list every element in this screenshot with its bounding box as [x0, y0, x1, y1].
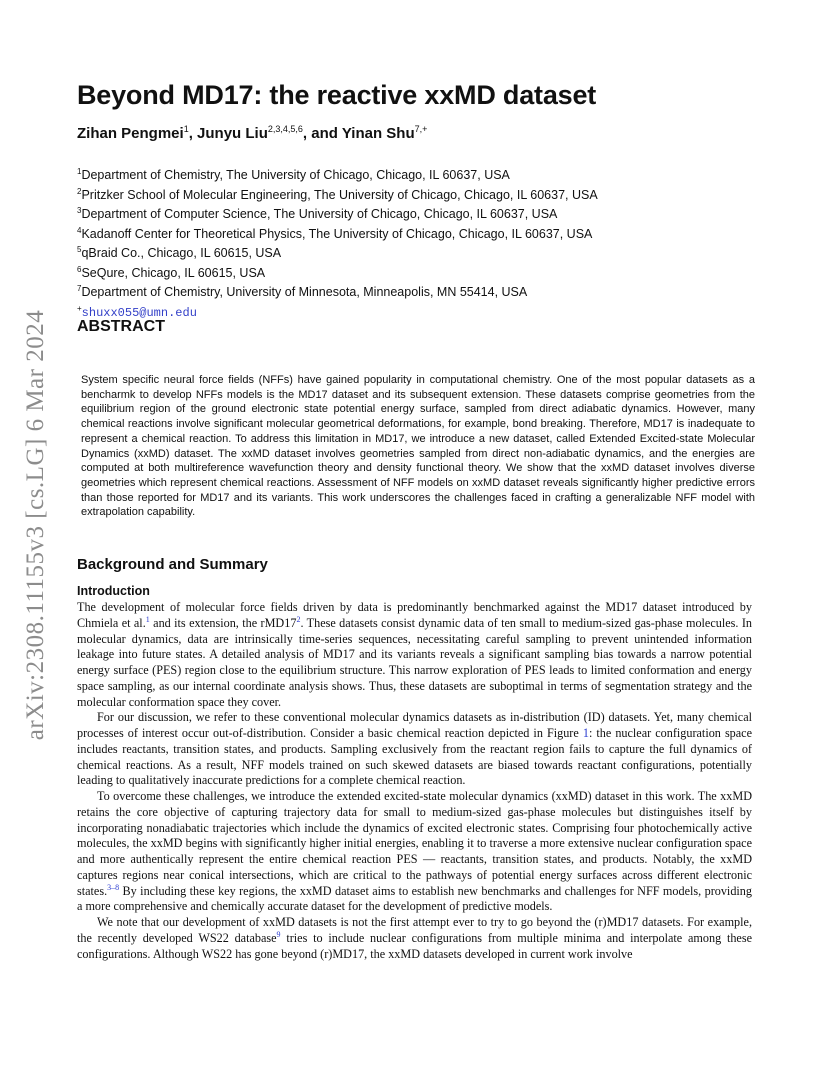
affiliation-marker: 4 — [77, 225, 82, 235]
paragraph-text: . These datasets consist dynamic data of ten small to medium-sized gas-phase molecules. In molecular dynamics, data are intrinsically time-series sequences, necessitating careful sampling to prevent unintended information leakage into future states. A detailed analysis of MD17 and its variants reveals a significant sampling bias towards a narrow potential energy surface (PES) region close to the equilibrium structure. This narrow exploration of PES leads to limited conformation and energy space sampling, as our internal coordinate analysis shows. Thus, these datasets are suboptimal in terms of segmentation strategy and the molecular conformation space they cover. — [77, 615, 752, 709]
abstract-text: System specific neural force fields (NFFs) have gained popularity in computational chemistry. One of the most popular datasets as a bencharmk to develop NFFs models is the MD17 dataset and its subsequent extension. These datasets comprise geometries from the equilibrium region of the ground electronic state potential energy surface, sampled from direct adiabatic dynamics. However, many chemical reactions involve significant molecular geometrical deformations, for example, bond breaking. Therefore, MD17 is inadequate to represent a chemical reaction. To address this limitation in MD17, we introduce a new dataset, called Extended Excited-state Molecular Dynamics (xxMD) dataset. The xxMD dataset involves geometries sampled from direct non-adiabatic dynamics, and the energies are computed at both multireference wavefunction theory and density functional theory. We show that the xxMD dataset involves diverse geometries which represent chemical reactions. Assessment of NFF models on xxMD dataset reveals significantly higher predictive errors than those reported for MD17 and its variants. This work underscores the challenges faced in crafting a generalizable NFF model with extrapolation capability. — [81, 374, 755, 519]
paper-title: Beyond MD17: the reactive xxMD dataset — [77, 80, 597, 110]
paragraph-text: and its extension, the rMD17 — [149, 615, 297, 630]
affiliation-marker: 6 — [77, 264, 82, 274]
citation-link[interactable]: 2 — [296, 614, 301, 624]
body-paragraph — [77, 915, 752, 962]
citation-link[interactable]: 9 — [276, 929, 281, 939]
affiliation-text: Pritzker School of Molecular Engineering, The University of Chicago, Chicago, IL 60637, USA — [81, 187, 598, 202]
affiliation-line — [77, 242, 598, 262]
paragraph-text: : the nuclear configuration space includes reactants, transition states, and products. Sampling exclusively from the reactant region fails to capture the full dynamics of chemical reactions. As a result, NFF models trained on such skewed datasets are biased towards reactant configurations, potentially leading to qualitatively inaccurate predictions for a complete chemical reaction. — [77, 726, 753, 788]
paragraph-text: tries to include nuclear configurations from multiple minima and interpolate among these configurations. Although WS22 has gone beyond (r)MD17, the xxMD datasets developed in current work involve — [77, 930, 752, 961]
citation-link[interactable]: 3–8 — [107, 882, 120, 892]
affiliation-text: Department of Computer Science, The University of Chicago, Chicago, IL 60637, USA — [81, 207, 558, 222]
subsection-heading: Introduction — [77, 584, 150, 598]
author-name: Yinan Shu — [341, 125, 415, 142]
email-link[interactable]: shuxx055@umn.edu — [81, 306, 197, 321]
body-paragraph — [77, 710, 752, 789]
author-list — [77, 124, 427, 142]
affiliation-line — [77, 184, 598, 204]
affiliation-marker: 2 — [77, 186, 82, 196]
section-heading: Background and Summary — [77, 556, 268, 573]
affiliation-text: Department of Chemistry, The University of Chicago, Chicago, IL 60637, USA — [81, 168, 510, 183]
figure-link[interactable]: 1 — [582, 726, 589, 740]
paragraph-text: For our discussion, we refer to these conventional molecular dynamics datasets as in-distribution (ID) datasets. Yet, many chemical processes of interest occur out-of-distribution. Consider a basic chemical reaction depicted in Figure — [77, 710, 752, 740]
author-affiliation-marker: 1 — [183, 124, 189, 134]
affiliations-list — [77, 164, 598, 322]
author-separator: , — [188, 125, 198, 142]
affiliation-line — [77, 164, 598, 184]
author-affiliation-marker: 2,3,4,5,6 — [267, 124, 303, 134]
affiliation-marker: 7 — [77, 284, 82, 294]
affiliation-line — [77, 262, 598, 282]
affiliation-text: qBraid Co., Chicago, IL 60615, USA — [81, 246, 282, 261]
citation-link[interactable]: 1 — [145, 614, 150, 624]
affiliation-line — [77, 223, 598, 243]
abstract-heading: ABSTRACT — [77, 318, 165, 335]
author-name: Junyu Liu — [197, 125, 268, 142]
affiliation-text: SeQure, Chicago, IL 60615, USA — [81, 265, 266, 280]
body-paragraph — [77, 600, 752, 710]
affiliation-text: Kadanoff Center for Theoretical Physics, The University of Chicago, Chicago, IL 60637, USA — [81, 226, 593, 241]
author-affiliation-marker: 7,+ — [414, 124, 428, 134]
body-paragraph — [77, 789, 752, 915]
paragraph-text: By including these key regions, the xxMD dataset aims to establish new benchmarks and challenges for NFF models, providing a more comprehensive and chemically accurate dataset for the development of predictive models. — [77, 883, 752, 914]
author-separator: , and — [302, 125, 342, 142]
paragraph-text: To overcome these challenges, we introduce the extended excited-state molecular dynamics (xxMD) dataset in this work. The xxMD retains the core objective of capturing trajectory data for small to medium-sized gas-phase molecules but distinguishes itself by incorporating nonadiabatic trajectories which include the dynamics of excited electronic states. Comprising four photochemically active molecules, the xxMD begins with significantly higher initial energies, enabling it to traverse a more extensive nuclear configuration space and more authentically represent the entire chemical reaction PES — reactants, transition states, and products. Notably, the xxMD captures regions near conical intersections, which are critical to the pathways of potential energy surfaces across different electronic states. — [77, 789, 752, 898]
author-name: Zihan Pengmei — [77, 125, 184, 142]
body-text — [77, 600, 752, 962]
arxiv-identifier-text: arXiv:2308.11155v3 [cs.LG] 6 Mar 2024 — [22, 309, 49, 741]
affiliation-marker: 5 — [77, 245, 82, 255]
affiliation-text: Department of Chemistry, University of Minnesota, Minneapolis, MN 55414, USA — [81, 285, 528, 300]
paragraph-text: We note that our development of xxMD datasets is not the first attempt ever to try to go beyond the (r)MD17 datasets. For example, the recently developed WS22 database — [77, 915, 752, 945]
affiliation-marker: 1 — [77, 167, 82, 176]
email-marker: + — [77, 303, 82, 313]
affiliation-line — [77, 203, 598, 223]
affiliation-line — [77, 281, 598, 301]
paragraph-text: The development of molecular force fields driven by data is predominantly benchmarked against the MD17 dataset introduced by Chmiela et al. — [77, 600, 752, 630]
affiliation-marker: 3 — [77, 206, 82, 216]
